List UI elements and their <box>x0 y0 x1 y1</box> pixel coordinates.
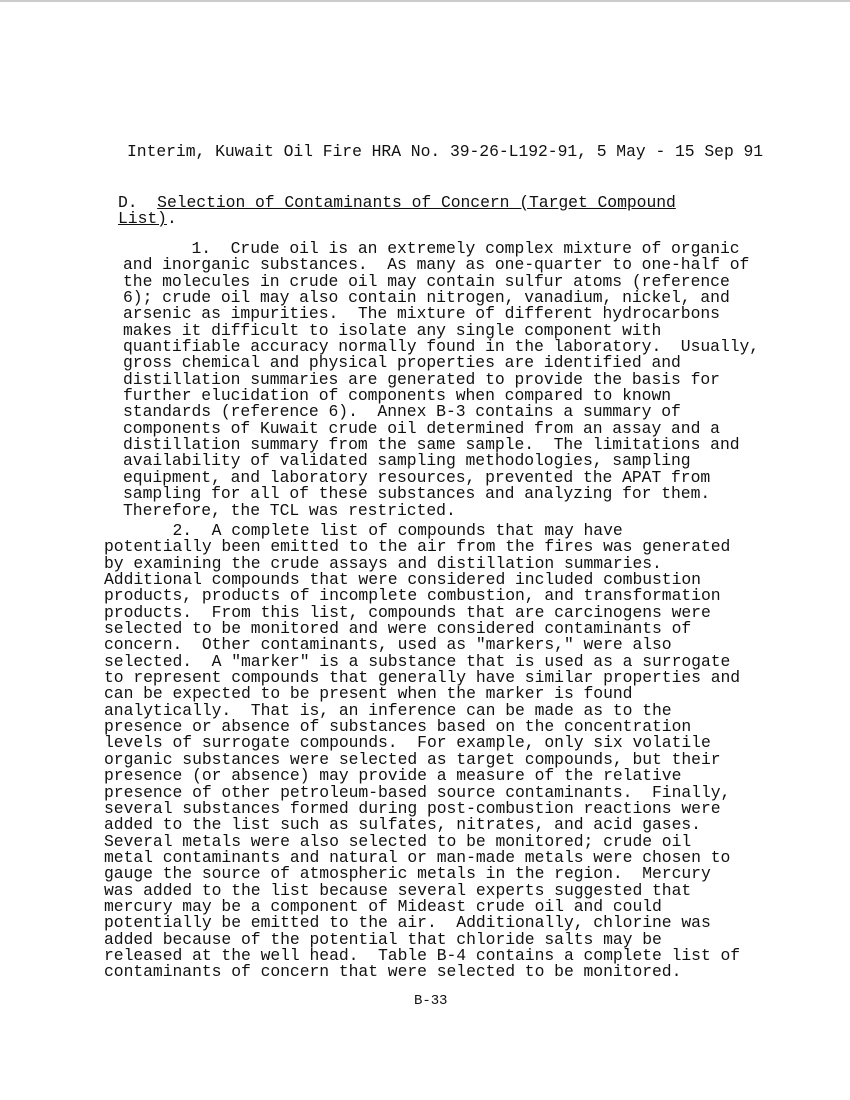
text-line: was added to the list because several experts suggested that <box>104 880 692 900</box>
text-line: by examining the crude assays and distillation summaries. <box>104 553 662 573</box>
text-line: several substances formed during post-combustion reactions were <box>104 798 721 818</box>
text-line: contaminants of concern that were selected to be monitored. <box>104 962 682 982</box>
page-number: B-33 <box>414 993 448 1009</box>
text-line: added to the list such as sulfates, nitrates, and acid gases. <box>104 815 701 835</box>
text-line: gauge the source of atmospheric metals in the region. Mercury <box>104 864 711 884</box>
section-title-line1: Selection of Contaminants of Concern (Target Compound <box>157 193 676 212</box>
text-line: equipment, and laboratory resources, prevented the APAT from <box>123 467 711 487</box>
text-line: potentially be emitted to the air. Additionally, chlorine was <box>104 913 711 933</box>
text-line: products, products of incomplete combustion, and transformation <box>104 586 721 606</box>
text-line: presence of other petroleum-based source contaminants. Finally, <box>104 782 731 802</box>
paragraph-2 <box>104 523 740 981</box>
text-line: organic substances were selected as target compounds, but their <box>104 749 721 769</box>
text-line: gross chemical and physical properties are identified and <box>123 353 681 373</box>
text-line: and inorganic substances. As many as one-quarter to one-half of <box>123 255 750 275</box>
text-line: released at the well head. Table B-4 contains a complete list of <box>104 945 741 965</box>
text-line: metal contaminants and natural or man-made metals were chosen to <box>104 847 731 867</box>
text-line: Therefore, the TCL was restricted. <box>123 500 456 520</box>
text-line: the molecules in crude oil may contain sulfur atoms (reference <box>123 271 730 291</box>
text-line: added because of the potential that chloride salts may be <box>104 929 662 949</box>
text-line: components of Kuwait crude oil determined from an assay and a <box>123 418 720 438</box>
text-line: Additional compounds that were considered included combustion <box>104 570 701 590</box>
document-header: Interim, Kuwait Oil Fire HRA No. 39-26-L192-91, 5 May - 15 Sep 91 <box>127 142 764 161</box>
text-line: quantifiable accuracy normally found in the laboratory. Usually, <box>123 337 760 357</box>
text-line: analytically. That is, an inference can be made as to the <box>104 700 672 720</box>
text-line: selected to be monitored and were considered contaminants of <box>104 619 692 639</box>
section-title-line2: List) <box>118 209 167 229</box>
text-line: arsenic as impurities. The mixture of different hydrocarbons <box>123 304 720 324</box>
text-line: further elucidation of components when compared to known <box>123 386 672 406</box>
text-line: to represent compounds that generally have similar properties and <box>104 668 741 688</box>
text-line: 1. Crude oil is an extremely complex mixture of organic <box>123 239 740 258</box>
text-line: makes it difficult to isolate any single component with <box>123 320 662 340</box>
paragraph-1 <box>123 241 759 519</box>
text-line: 2. A complete list of compounds that may have <box>104 521 623 540</box>
text-line: levels of surrogate compounds. For example, only six volatile <box>104 733 711 753</box>
text-line: selected. A "marker" is a substance that is used as a surrogate <box>104 651 731 671</box>
section-heading <box>118 195 676 228</box>
text-line: mercury may be a component of Mideast crude oil and could <box>104 896 662 916</box>
text-line: potentially been emitted to the air from the fires was generated <box>104 537 731 557</box>
text-line: standards (reference 6). Annex B-3 contains a summary of <box>123 402 681 422</box>
text-line: availability of validated sampling methodologies, sampling <box>123 451 691 471</box>
text-line: presence (or absence) may provide a measure of the relative <box>104 766 682 786</box>
section-letter: D. <box>118 193 138 212</box>
text-line: sampling for all of these substances and analyzing for them. <box>123 484 711 504</box>
text-line: concern. Other contaminants, used as "markers," were also <box>104 635 672 655</box>
section-title-end: . <box>166 209 177 229</box>
text-line: can be expected to be present when the marker is found <box>104 684 633 704</box>
text-line: presence or absence of substances based on the concentration <box>104 717 692 737</box>
text-line: distillation summaries are generated to provide the basis for <box>123 369 720 389</box>
text-line: Several metals were also selected to be monitored; crude oil <box>104 831 692 851</box>
scan-edge <box>0 0 850 2</box>
text-line: 6); crude oil may also contain nitrogen, vanadium, nickel, and <box>123 288 730 308</box>
text-line: products. From this list, compounds that are carcinogens were <box>104 602 711 622</box>
text-line: distillation summary from the same sample. The limitations and <box>123 435 740 455</box>
